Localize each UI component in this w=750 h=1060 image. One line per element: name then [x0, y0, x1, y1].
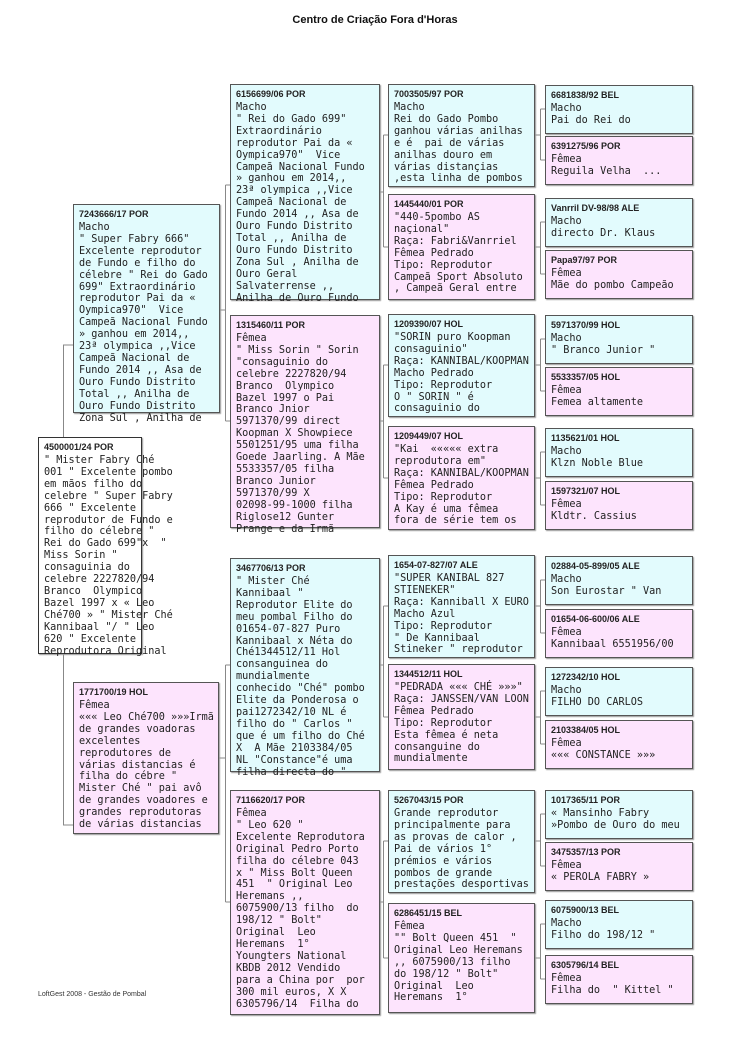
connector-gen2-b	[380, 365, 388, 478]
ring-number: 1445440/01 POR	[394, 199, 464, 209]
ring-number: 6156699/06 POR	[236, 89, 306, 99]
pigeon-card-gen4[interactable]	[545, 842, 693, 891]
pigeon-description: "SUPER KANIBAL 827 STIENEKER" Raça: Kanniball X EURO Macho Azul Tipo: Reprodutor " De Kannibaal Stineker " reprodutor	[394, 573, 529, 656]
pigeon-card-gen4[interactable]	[545, 955, 693, 1004]
pigeon-card-gen4[interactable]	[545, 85, 693, 134]
connector-dam-gen2	[219, 665, 230, 902]
pigeon-description: Fêmea ««« CONSTANCE »»»	[551, 738, 656, 761]
pigeon-card-gen4[interactable]	[545, 556, 693, 605]
ring-number: 1135621/01 HOL	[551, 433, 620, 443]
connector-sire-gen2	[220, 185, 230, 421]
ring-number: 01654-06-600/06 ALE	[551, 614, 640, 624]
ring-number: 02884-05-899/05 ALE	[551, 561, 640, 571]
pigeon-description: Macho Klzn Noble Blue	[551, 446, 644, 469]
ring-number: 1272342/10 HOL	[551, 672, 621, 682]
pigeon-card-gen3[interactable]	[388, 903, 535, 1013]
ring-number: 1771700/19 HOL	[79, 687, 149, 697]
connector-root-sire	[64, 345, 74, 437]
pigeon-card-sire[interactable]	[73, 204, 220, 424]
pigeon-description: "Kai ««««« extra reprodutora em" Raça: KANNIBAL/KOOPMAN Fêmea Pedrado Tipo: Reprodutor A Kay é uma fêmea fora de série tem os	[394, 444, 529, 527]
pigeon-card-gen4[interactable]	[545, 720, 693, 769]
pigeon-card-gen4[interactable]	[545, 250, 693, 299]
pigeon-description: Grande reprodutor principalmente para as provas de calor , Pai de vários 1° prémios e vários pombos de grande prestações desportivas	[394, 808, 529, 891]
pigeon-description: Macho Rei do Gado Pombo ganhou várias anilhas e é pai de várias anilhas douro em várias distançias ,esta linha de pombos	[394, 102, 523, 185]
ring-number: 1209449/07 HOL	[394, 431, 464, 441]
pigeon-card-gen3[interactable]	[388, 84, 535, 187]
pigeon-description: "440-5pombo AS naçional" Raça: Fabri&Vanrriel Fêmea Pedrado Tipo: Reprodutor Campeã Sport Absoluto , Campeã Geral entre	[394, 212, 523, 295]
pigeon-description: Macho " Super Fabry 666" Excelente reprodutor de Fundo e filho do célebre " Rei do Gado 699" Extraordinário reprodutor Pai da « Oympica970" Vice Campeã Nacional Fundo » ganhou em 2014,, 23ª olympica ,,Vice Campeã Nacional de Fundo 2014 ,, Asa de Ouro Fundo Distrito Total ,, Anilha de Ouro Fundo Distrito Zona Sul , Anilha de	[79, 222, 208, 424]
pigeon-description: Macho Pai do Rei do	[551, 103, 631, 126]
ring-number: 6075900/13 BEL	[551, 905, 620, 915]
pigeon-card-gen2[interactable]	[230, 84, 380, 304]
connector-gen2-c	[380, 606, 388, 717]
ring-number: 3475357/13 POR	[551, 847, 621, 857]
ring-number: Vanrril DV-98/98 ALE	[551, 203, 640, 213]
pigeon-description: " Mister Fabry Ché 001 " Excelente pombo em mãos filho do celebre " Super Fabry 666 " Excelente reprodutor de Fundo e filho do célebre " Rei do Gado 699"x " Miss Sorin " consaguinia do celebre 2227820/94 Branco Olympico Bazel 1997 x « Leo Ché700 » " Mister Ché Kannibaal "/ " Leo 620 " Excelente Reprodutora Original	[44, 455, 173, 657]
pigeon-description: Fêmea " Leo 620 " Excelente Reprodutora Original Pedro Porto filha do célebre 043 x " Miss Bolt Queen 451 " Original Leo Heremans ,, 6075900/13 filho do 198/12 " Bolt" Original Leo Heremans 1° Youngters National KBDB 2012 Vendido para a China por por 300 mil euros, X X 6305796/14 Filha do	[236, 808, 365, 1010]
pigeon-card-gen4[interactable]	[545, 367, 693, 416]
pigeon-description: Macho " Rei do Gado 699" Extraordinário reprodutor Pai da « Oympica970" Vice Campeã Nacional Fundo » ganhou em 2014,, 23ª olympica ,,Vice Campeã Nacional de Fundo 2014 ,, Asa de Ouro Fundo Distrito Total ,, Anilha de Ouro Fundo Distrito Zona Sul , Anilha de Ouro Geral Salvaterrense ,, Anilha de Ouro Fundo	[236, 102, 365, 304]
pigeon-description: Fêmea Filha do " Kittel "	[551, 973, 674, 996]
pigeon-card-gen4[interactable]	[545, 481, 693, 530]
ring-number: 6286451/15 BEL	[394, 908, 463, 918]
ring-number: 1597321/07 HOL	[551, 486, 621, 496]
pigeon-card-gen4[interactable]	[545, 136, 693, 185]
pigeon-card-gen4[interactable]	[545, 609, 693, 658]
pigeon-card-gen4[interactable]	[545, 790, 693, 839]
pigeon-card-gen2[interactable]	[230, 558, 380, 778]
ring-number: 6681838/92 BEL	[551, 90, 620, 100]
ring-number: 4500001/24 POR	[44, 442, 114, 452]
pigeon-description: « Mansinho Fabry »Pombo de Ouro do meu	[551, 808, 680, 831]
ring-number: 1209390/07 HOL	[394, 319, 464, 329]
pigeon-card-gen3[interactable]	[388, 314, 535, 417]
connector-root-dam	[64, 654, 74, 825]
pigeon-description: Fêmea " Miss Sorin " Sorin "consaguinio do celebre 2227820/94 Branco Olympico Bazel 1997 o Pai Branco Jnior 5971370/99 direct Koopman X Showpiece 5501251/95 uma filha Goede Jaarling. A Mãe 5533357/05 filha Branco Junior 5971370/99 X 02098-99-1000 filha Riglose12 Gunter Prange e da Irmã	[236, 333, 365, 535]
pigeon-card-gen4[interactable]	[545, 315, 693, 364]
connector-gen2-d	[380, 841, 388, 958]
pigeon-description: Macho Filho do 198/12 "	[551, 918, 656, 941]
ring-number: 5267043/15 POR	[394, 795, 464, 805]
ring-number: 5971370/99 HOL	[551, 320, 621, 330]
pigeon-description: Macho " Branco Junior "	[551, 333, 656, 356]
pigeon-description: Fêmea "" Bolt Queen 451 " Original Leo Heremans ,, 6075900/13 filho do 198/12 " Bolt" Original Leo Heremans 1°	[394, 921, 523, 1004]
pigeon-description: Macho directo Dr. Klaus	[551, 216, 656, 239]
pigeon-description: "SORIN puro Koopman consaguinio" Raça: KANNIBAL/KOOPMAN Macho Pedrado Tipo: Reprodutor O " SORIN " é consaguinio do	[394, 332, 529, 415]
ring-number: 6305796/14 BEL	[551, 960, 620, 970]
pigeon-card-gen3[interactable]	[388, 664, 535, 770]
pigeon-card-gen4[interactable]	[545, 198, 693, 247]
pigeon-description: Macho Son Eurostar " Van	[551, 574, 662, 597]
pigeon-description: " Mister Ché Kannibaal " Reprodutor Elite do meu pombal Filho do 01654-07-827 Puro Kannibaal x Néta do Ché1344512/11 Hol consanguinea do mundialmente conhecido "Ché" pombo Elite da Ponderosa o pai1272342/10 NL é filho do " Carlos " que é um filho do Ché X A Mãe 2103384/05 NL "Constance"é uma filha directa do "	[236, 576, 365, 778]
pigeon-description: "PEDRADA ««« CHÉ »»»" Raça: JANSSEN/VAN LOON Fêmea Pedrado Tipo: Reprodutor Esta fêmea é neta consanguine do mundialmente	[394, 682, 529, 765]
pigeon-card-dam[interactable]	[73, 682, 219, 834]
ring-number: 1654-07-827/07 ALE	[394, 560, 478, 570]
ring-number: 1315460/11 POR	[236, 320, 306, 330]
ring-number: 2103384/05 HOL	[551, 725, 621, 735]
ring-number: 7003505/97 POR	[394, 89, 464, 99]
pigeon-description: Macho FILHO DO CARLOS	[551, 685, 644, 708]
footer-credit: LoftGest 2008 - Gestão de Pombal	[38, 991, 147, 998]
pigeon-description: Fêmea Reguila Velha ...	[551, 154, 662, 177]
pigeon-card-gen4[interactable]	[545, 900, 693, 949]
ring-number: 1344512/11 HOL	[394, 669, 463, 679]
pigeon-description: Fêmea Mãe do pombo Campeão	[551, 268, 674, 291]
pigeon-description: Fêmea Kannibaal 6551956/00	[551, 627, 674, 650]
pigeon-card-gen4[interactable]	[545, 428, 693, 477]
pigeon-description: Fêmea ««« Leo Ché700 »»»Irmã de grandes voadoras excelentes reprodutores de várias distancias é filha do cébre " Mister Ché " pai avô de grandes voadores e grandes reprodutoras de várias distancias	[79, 700, 214, 831]
pigeon-card-gen4[interactable]	[545, 667, 693, 716]
pigeon-card-gen3[interactable]	[388, 194, 535, 300]
pigeon-card-gen2[interactable]	[230, 315, 380, 535]
pigeon-card-root[interactable]	[38, 437, 173, 657]
page-title: Centro de Criação Fora d'Horas	[292, 14, 458, 26]
connector-gen2-a	[380, 135, 388, 247]
pigeon-description: Fêmea Kldtr. Cassius	[551, 499, 637, 522]
pigeon-card-gen2[interactable]	[230, 790, 380, 1015]
pigeon-description: Fêmea Femea altamente	[551, 385, 644, 408]
pigeon-card-gen3[interactable]	[388, 426, 535, 530]
pigeon-card-gen3[interactable]	[388, 555, 535, 658]
ring-number: Papa97/97 POR	[551, 255, 618, 265]
pigeon-description: Fêmea « PEROLA FABRY »	[551, 860, 650, 883]
ring-number: 5533357/05 HOL	[551, 372, 621, 382]
ring-number: 7243666/17 POR	[79, 209, 149, 219]
ring-number: 6391275/96 POR	[551, 141, 621, 151]
ring-number: 3467706/13 POR	[236, 563, 306, 573]
pigeon-card-gen3[interactable]	[388, 790, 535, 893]
ring-number: 1017365/11 POR	[551, 795, 621, 805]
ring-number: 7116620/17 POR	[236, 795, 306, 805]
